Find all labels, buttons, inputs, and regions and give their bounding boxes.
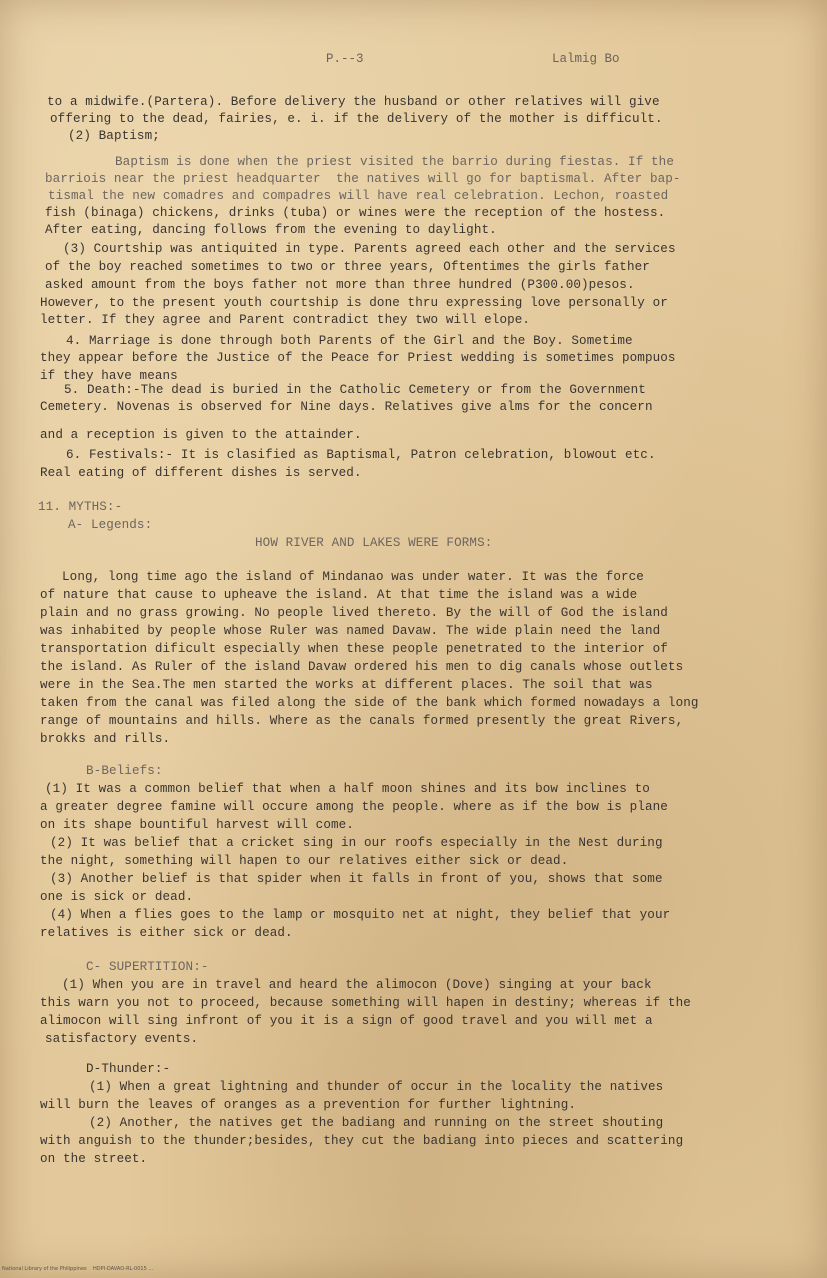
subsection-heading-beliefs: B-Beliefs: [86,764,163,778]
text-line: Baptism is done when the priest visited the barrio during fiestas. If the [115,155,674,169]
text-line: (2) Another, the natives get the badiang and running on the street shouting [89,1116,664,1130]
text-line: After eating, dancing follows from the evening to daylight. [45,223,497,237]
author-name: Lalmig Bo [552,52,620,66]
text-line: of the boy reached sometimes to two or three years, Oftentimes the girls father [45,260,650,274]
text-line: However, to the present youth courtship is done thru expressing love personally or [40,296,668,310]
text-line: one is sick or dead. [40,890,194,904]
subsection-heading-legends: A- Legends: [68,518,153,532]
subsection-heading-thunder: D-Thunder:- [86,1062,171,1076]
text-line: (1) When a great lightning and thunder of occur in the locality the natives [89,1080,664,1094]
section-heading-myths: 11. MYTHS:- [38,500,123,514]
text-line: were in the Sea.The men started the works at different places. The soil that was [40,678,653,692]
text-line: asked amount from the boys father not more than three hundred (P300.00)pesos. [45,278,635,292]
text-line: the night, something will hapen to our relatives either sick or dead. [40,854,569,868]
text-line: relatives is either sick or dead. [40,926,293,940]
text-line: on the street. [40,1152,148,1166]
text-line: to a midwife.(Partera). Before delivery the husband or other relatives will give [47,95,660,109]
text-line: with anguish to the thunder;besides, they cut the badiang into pieces and scattering [40,1134,684,1148]
text-line: fish (binaga) chickens, drinks (tuba) or wines were the reception of the hostess. [45,206,666,220]
subsection-heading-superstition: C- SUPERTITION:- [86,960,209,974]
text-line: taken from the canal was filed along the side of the bank which formed nowadays a long [40,696,699,710]
text-line: (3) Another belief is that spider when it falls in front of you, shows that some [50,872,663,886]
text-line: 5. Death:-The dead is buried in the Catholic Cemetery or from the Government [64,383,646,397]
text-line: range of mountains and hills. Where as the canals formed presently the great Rivers, [40,714,684,728]
archive-footer: National Library of the Philippines HDPI-DAVAO-RL-0015 ... [2,1266,154,1272]
text-line: (2) It was belief that a cricket sing in our roofs especially in the Nest during [50,836,663,850]
text-line: Cemetery. Novenas is observed for Nine days. Relatives give alms for the concern [40,400,653,414]
text-line: of nature that cause to upheave the island. At that time the island was a wide [40,588,638,602]
page-number: P.--3 [326,52,364,66]
section-heading-baptism: (2) Baptism; [68,129,160,143]
text-line: transportation dificult especially when these people penetrated to the interior of [40,642,668,656]
legend-title: HOW RIVER AND LAKES WERE FORMS: [255,536,493,550]
text-line: 4. Marriage is done through both Parents of the Girl and the Boy. Sometime [66,334,633,348]
text-line: plain and no grass growing. No people lived thereto. By the will of God the island [40,606,668,620]
text-line: on its shape bountiful harvest will come. [40,818,354,832]
text-line: Long, long time ago the island of Mindanao was under water. It was the force [62,570,644,584]
text-line: (1) It was a common belief that when a half moon shines and its bow inclines to [45,782,650,796]
text-line: tismal the new comadres and compadres will have real celebration. Lechon, roasted [48,189,669,203]
text-line: will burn the leaves of oranges as a prevention for further lightning. [40,1098,577,1112]
text-line: (1) When you are in travel and heard the alimocon (Dove) singing at your back [62,978,652,992]
text-line: (3) Courtship was antiquited in type. Parents agreed each other and the services [63,242,676,256]
text-line: brokks and rills. [40,732,171,746]
text-line: this warn you not to proceed, because something will hapen in destiny; whereas if the [40,996,691,1010]
text-line: if they have means [40,369,178,383]
text-line: Real eating of different dishes is served. [40,466,362,480]
text-line: the island. As Ruler of the island Davaw ordered his men to dig canals whose outlets [40,660,684,674]
text-line: 6. Festivals:- It is clasified as Baptismal, Patron celebration, blowout etc. [66,448,656,462]
text-line: satisfactory events. [45,1032,199,1046]
text-line: was inhabited by people whose Ruler was named Davaw. The wide plain need the land [40,624,661,638]
text-line: barriois near the priest headquarter the natives will go for baptismal. After bap- [45,172,681,186]
text-line: letter. If they agree and Parent contradict they two will elope. [40,313,531,327]
text-line: alimocon will sing infront of you it is a sign of good travel and you will met a [40,1014,653,1028]
text-line: (4) When a flies goes to the lamp or mosquito net at night, they belief that your [50,908,671,922]
text-line: a greater degree famine will occure among the people. where as if the bow is plane [40,800,668,814]
text-line: and a reception is given to the attainder. [40,428,362,442]
text-line: they appear before the Justice of the Peace for Priest wedding is sometimes pompuos [40,351,676,365]
text-line: offering to the dead, fairies, e. i. if the delivery of the mother is difficult. [50,112,663,126]
